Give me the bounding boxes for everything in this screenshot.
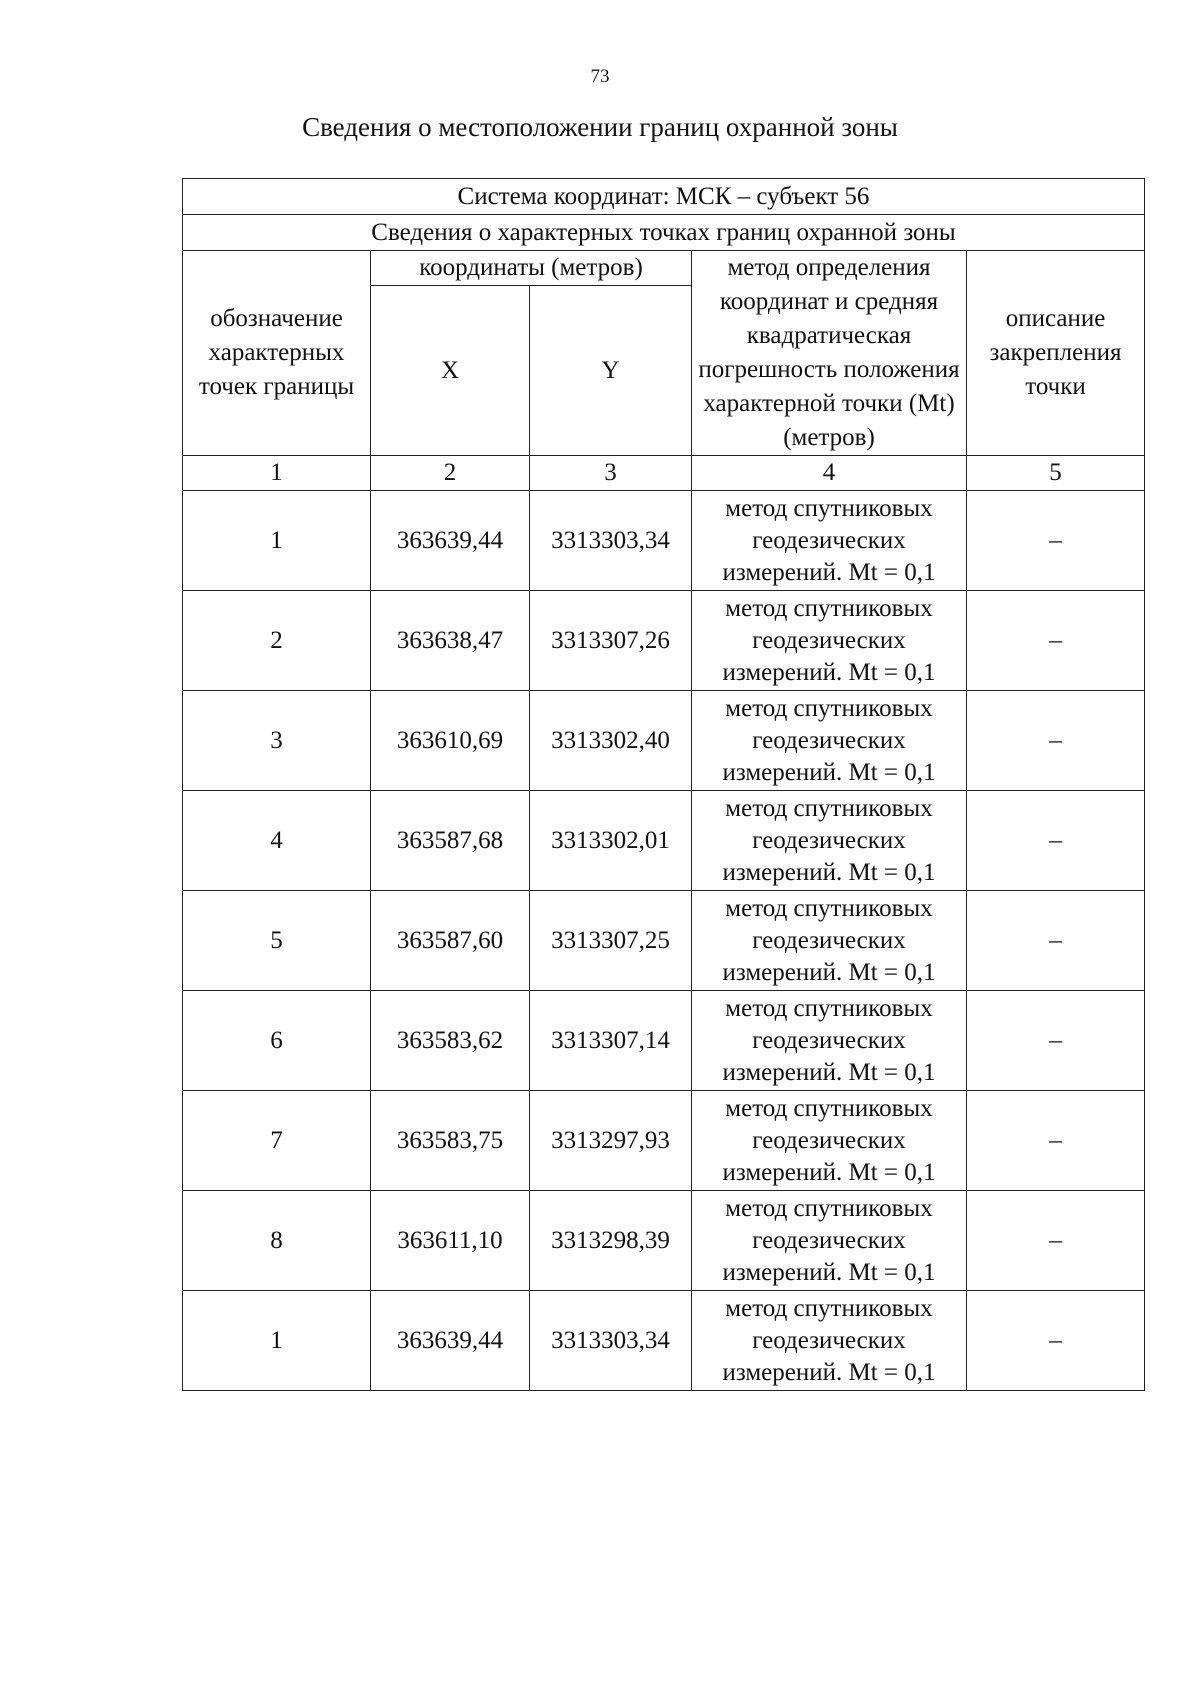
header-x: X: [371, 286, 530, 456]
description-cell: –: [967, 1291, 1145, 1391]
method-cell: метод спутниковых геодезических измерений. Mt = 0,1: [692, 1291, 967, 1391]
x-cell: 363587,60: [371, 891, 530, 991]
point-cell: 6: [183, 991, 371, 1091]
column-number: 5: [967, 456, 1145, 491]
document-title: Сведения о местоположении границ охранной зоны: [302, 112, 898, 142]
description-cell: –: [967, 991, 1145, 1091]
y-cell: 3313307,14: [530, 991, 692, 1091]
y-cell: 3313302,40: [530, 691, 692, 791]
description-cell: –: [967, 691, 1145, 791]
x-cell: 363583,75: [371, 1091, 530, 1191]
point-cell: 2: [183, 591, 371, 691]
y-cell: 3313302,01: [530, 791, 692, 891]
table-row: [183, 991, 1145, 1091]
table-row: [183, 791, 1145, 891]
method-cell: метод спутниковых геодезических измерений. Mt = 0,1: [692, 1091, 967, 1191]
table-row: [183, 691, 1145, 791]
table-row: [183, 891, 1145, 991]
method-cell: метод спутниковых геодезических измерений. Mt = 0,1: [692, 1191, 967, 1291]
table-row: [183, 1091, 1145, 1191]
method-cell: метод спутниковых геодезических измерений. Mt = 0,1: [692, 791, 967, 891]
x-cell: 363639,44: [371, 491, 530, 591]
description-cell: –: [967, 591, 1145, 691]
point-cell: 4: [183, 791, 371, 891]
description-cell: –: [967, 891, 1145, 991]
point-cell: 1: [183, 491, 371, 591]
column-number: 1: [183, 456, 371, 491]
header-description: описание закрепления точки: [967, 251, 1145, 456]
point-cell: 1: [183, 1291, 371, 1391]
description-cell: –: [967, 491, 1145, 591]
y-cell: 3313303,34: [530, 491, 692, 591]
x-cell: 363639,44: [371, 1291, 530, 1391]
method-cell: метод спутниковых геодезических измерений. Mt = 0,1: [692, 491, 967, 591]
method-cell: метод спутниковых геодезических измерений. Mt = 0,1: [692, 591, 967, 691]
method-cell: метод спутниковых геодезических измерений. Mt = 0,1: [692, 691, 967, 791]
point-cell: 8: [183, 1191, 371, 1291]
table-row: [183, 1291, 1145, 1391]
x-cell: 363610,69: [371, 691, 530, 791]
coord-system-cell: Система координат: МСК – субъект 56: [183, 179, 1145, 215]
column-number: 3: [530, 456, 692, 491]
y-cell: 3313298,39: [530, 1191, 692, 1291]
page-number: 73: [590, 66, 610, 87]
description-cell: –: [967, 1091, 1145, 1191]
table-subtitle-cell: Сведения о характерных точках границ охранной зоны: [183, 215, 1145, 251]
y-cell: 3313307,25: [530, 891, 692, 991]
header-row-top: [183, 251, 1145, 286]
header-coordinates: координаты (метров): [371, 251, 692, 286]
description-cell: –: [967, 1191, 1145, 1291]
column-number: 4: [692, 456, 967, 491]
x-cell: 363638,47: [371, 591, 530, 691]
table-subtitle-row: [183, 215, 1145, 251]
method-cell: метод спутниковых геодезических измерений. Mt = 0,1: [692, 991, 967, 1091]
point-cell: 7: [183, 1091, 371, 1191]
table-row: [183, 591, 1145, 691]
header-point-designation: обозначение характерных точек границы: [183, 251, 371, 456]
y-cell: 3313307,26: [530, 591, 692, 691]
point-cell: 5: [183, 891, 371, 991]
coordinates-table-body: [183, 179, 1145, 1391]
table-row: [183, 491, 1145, 591]
coord-system-row: [183, 179, 1145, 215]
header-method: метод определения координат и средняя квадратическая погрешность положения характерной точки (Mt) (метров): [692, 251, 967, 456]
y-cell: 3313297,93: [530, 1091, 692, 1191]
method-cell: метод спутниковых геодезических измерений. Mt = 0,1: [692, 891, 967, 991]
x-cell: 363583,62: [371, 991, 530, 1091]
table-row: [183, 1191, 1145, 1291]
header-y: Y: [530, 286, 692, 456]
column-number-row: [183, 456, 1145, 491]
description-cell: –: [967, 791, 1145, 891]
x-cell: 363611,10: [371, 1191, 530, 1291]
y-cell: 3313303,34: [530, 1291, 692, 1391]
x-cell: 363587,68: [371, 791, 530, 891]
coordinates-table: [182, 178, 1145, 1391]
point-cell: 3: [183, 691, 371, 791]
column-number: 2: [371, 456, 530, 491]
